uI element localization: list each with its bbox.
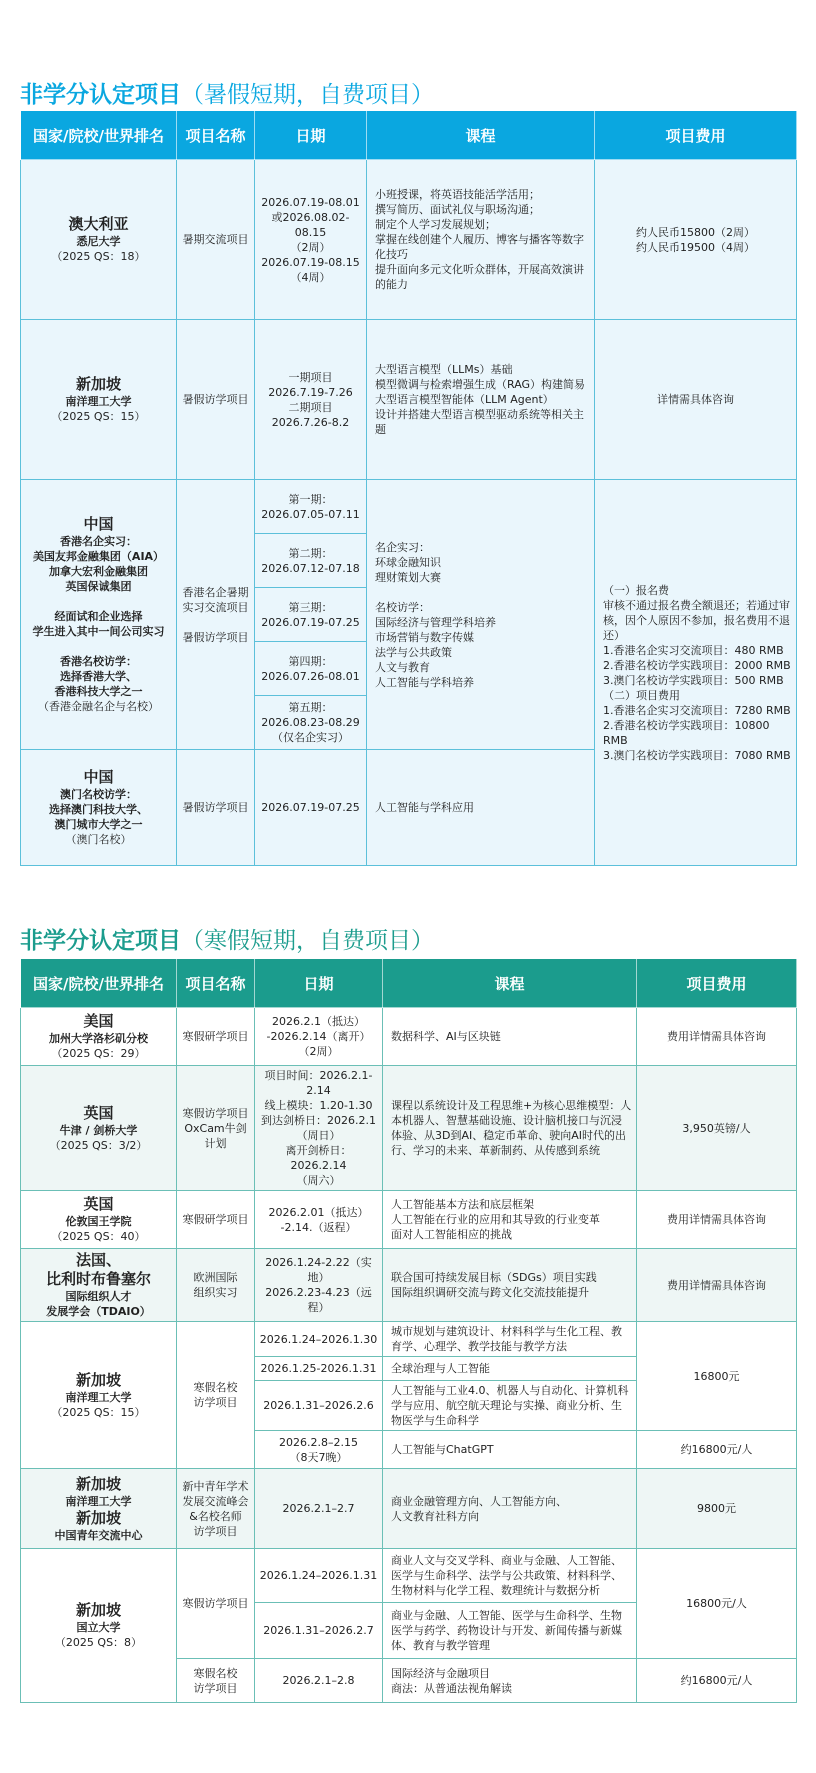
header-cell: 项目费用: [637, 959, 797, 1008]
dates-cell: 2026.1.25-2026.1.31: [255, 1357, 383, 1381]
summer-title-main: 非学分认定项目: [20, 82, 181, 108]
school-name: 南洋理工大学: [65, 1390, 132, 1404]
fee-cell: 费用详情需具体咨询: [637, 1249, 797, 1322]
course-cell: 城市规划与建筑设计、材料科学与生化工程、教育学、心理学、教学技能与教学方法: [383, 1322, 637, 1357]
school-name: 牛津 / 剑桥大学: [59, 1123, 138, 1137]
fee-cell: 约人民币15800（2周） 约人民币19500（4周）: [595, 160, 797, 320]
dates-cell: 2026.1.31–2026.2.6: [255, 1381, 383, 1431]
school-cell: [21, 1066, 177, 1191]
school-cell: [21, 1549, 177, 1703]
winter-title-main: 非学分认定项目: [20, 928, 181, 954]
course-cell: 全球治理与人工智能: [383, 1357, 637, 1381]
program-cell: 香港名企暑期实习交流项目 暑假访学项目: [177, 480, 255, 750]
program-cell: 暑假访学项目: [177, 750, 255, 866]
dates-cell: 一期项目 2026.7.19-7.26 二期项目 2026.7.26-8.2: [255, 320, 367, 480]
dates-cell: 2026.1.24-2.22（实地） 2026.2.23-4.23（远程）: [255, 1249, 383, 1322]
program-cell: 寒假研学项目: [177, 1191, 255, 1249]
school-name: 伦敦国王学院: [65, 1215, 132, 1228]
school-name: 悉尼大学: [76, 235, 121, 248]
dates-cell: 2026.2.8–2.15 （8天7晚）: [255, 1431, 383, 1469]
school-name: 南洋理工大学: [65, 395, 132, 408]
school-cell: [21, 1322, 177, 1469]
program-cell: 新中青年学术 发展交流峰会 &名校名师 访学项目: [177, 1469, 255, 1549]
school-name: 国际组织人才 发展学会（TDAIO）: [46, 1290, 151, 1318]
fee-cell: 详情需具体咨询: [595, 320, 797, 480]
dates-cell: 第五期： 2026.08.23-08.29 （仅名企实习）: [255, 696, 367, 750]
fee-cell: 3,950英镑/人: [637, 1066, 797, 1191]
summer-header-row: [21, 111, 797, 160]
school-cell: [21, 160, 177, 320]
table-row: [21, 1066, 797, 1191]
dates-cell: 2026.1.24–2026.1.31: [255, 1549, 383, 1603]
school-name: 澳门名校访学： 选择澳门科技大学、 澳门城市大学之一: [49, 788, 148, 831]
program-cell: 暑假访学项目: [177, 320, 255, 480]
school-name: 中国青年交流中心: [54, 1528, 143, 1542]
qs-rank: （2025 QS：29）: [51, 1047, 146, 1060]
program-cell: 欧洲国际 组织实习: [177, 1249, 255, 1322]
country-name: 英国: [83, 1195, 114, 1213]
course-cell: 名企实习： 环球金融知识 理财策划大赛 名校访学： 国际经济与管理学科培养 市场营销与数字传媒 法学与公共政策 人文与教育 人工智能与学科培养: [367, 480, 595, 750]
header-cell: 国家/院校/世界排名: [21, 111, 177, 160]
header-cell: 项目名称: [177, 111, 255, 160]
program-cell: 寒假名校 访学项目: [177, 1659, 255, 1703]
country-name: 新加坡: [75, 1601, 121, 1619]
program-cell: 寒假研学项目: [177, 1008, 255, 1066]
dates-cell: 2026.2.1–2.7: [255, 1469, 383, 1549]
dates-cell: 第二期： 2026.07.12-07.18: [255, 534, 367, 588]
program-cell: 寒假访学项目: [177, 1549, 255, 1659]
fee-cell: 16800元: [637, 1322, 797, 1431]
dates-cell: 2026.07.19-08.01 或2026.08.02-08.15 （2周） 2026.07.19-08.15 （4周）: [255, 160, 367, 320]
school-name: 国立大学: [76, 1621, 121, 1634]
qs-rank: （香港金融名企与名校）: [38, 700, 159, 713]
dates-cell: 第四期： 2026.07.26-08.01: [255, 642, 367, 696]
course-cell: 商业人文与交叉学科、商业与金融、人工智能、医学与生命科学、法学与公共政策、材料科学、生物材料与化学工程、数理统计与数据分析: [383, 1549, 637, 1603]
fee-cell: 16800元/人: [637, 1549, 797, 1659]
course-cell: 小班授课，将英语技能活学活用； 撰写简历、面试礼仪与职场沟通； 制定个人学习发展规划； 掌握在线创建个人履历、博客与播客等数字化技巧 提升面向多元文化听众群体，开展高效演讲的能力: [367, 160, 595, 320]
country-name: 新加坡: [75, 1370, 121, 1389]
school-cell: [21, 1249, 177, 1322]
school-cell: [21, 750, 177, 866]
course-cell: 人工智能与学科应用: [367, 750, 595, 866]
course-cell: 国际经济与金融项目 商法：从普通法视角解读: [383, 1659, 637, 1703]
fee-cell: 9800元: [637, 1469, 797, 1549]
country-name: 美国: [83, 1012, 114, 1030]
fee-cell: 费用详情需具体咨询: [637, 1191, 797, 1249]
school-cell: [21, 1469, 177, 1549]
dates-cell: 2026.1.31–2026.2.7: [255, 1603, 383, 1659]
course-cell: 数据科学、AI与区块链: [383, 1008, 637, 1066]
qs-rank: （2025 QS：40）: [51, 1230, 146, 1243]
table-row: [21, 480, 797, 534]
fee-cell: （一）报名费 审核不通过报名费全额退还；若通过审核，因个人原因不参加，报名费用不退还） 1.香港名企实习交流项目：480 RMB 2.香港名校访学实践项目：2000 RMB 3.澳门名校访学实践项目：500 RMB （二）项目费用 1.香港名企实习交流项目：7280 RMB 2.香港名校访学实践项目：10800 RMB 3.澳门名校访学实践项目：7080 RMB: [595, 480, 797, 866]
course-cell: 联合国可持续发展目标（SDGs）项目实践 国际组织调研交流与跨文化交流技能提升: [383, 1249, 637, 1322]
program-cell: 寒假名校 访学项目: [177, 1322, 255, 1469]
qs-rank: （澳门名校）: [65, 833, 132, 846]
dates-cell: 2026.07.19-07.25: [255, 750, 367, 866]
course-cell: 商业金融管理方向、人工智能方向、 人文教育社科方向: [383, 1469, 637, 1549]
country-name: 澳大利亚: [68, 215, 129, 233]
course-cell: 人工智能基本方法和底层框架 人工智能在行业的应用和其导致的行业变革 面对人工智能相应的挑战: [383, 1191, 637, 1249]
school-cell: [21, 480, 177, 750]
header-cell: 国家/院校/世界排名: [21, 959, 177, 1008]
country-name: 法国、 比利时布鲁塞尔: [45, 1251, 151, 1288]
country-name: 新加坡: [75, 1508, 121, 1527]
summer-section-title: [20, 76, 434, 109]
table-row: [21, 1322, 797, 1357]
qs-rank: （2025 QS：3/2）: [49, 1138, 148, 1152]
program-cell: 寒假访学项目 OxCam牛剑计划: [177, 1066, 255, 1191]
winter-table-wrap: [20, 958, 796, 1703]
course-cell: 课程以系统设计及工程思维+为核心思维模型：人本机器人、智慧基础设施、设计脑机接口与沉浸体验、从3D到AI、稳定币革命、驶向AI时代的出行、学习的未来、革新制药、从传感到系统: [383, 1066, 637, 1191]
winter-header-row: [21, 959, 797, 1008]
fee-cell: 约16800元/人: [637, 1659, 797, 1703]
dates-cell: 2026.1.24–2026.1.30: [255, 1322, 383, 1357]
header-cell: 课程: [367, 111, 595, 160]
qs-rank: （2025 QS：18）: [51, 250, 146, 263]
header-cell: 日期: [255, 111, 367, 160]
country-name: 中国: [83, 768, 114, 786]
table-row: [21, 1469, 797, 1549]
table-row: [21, 1008, 797, 1066]
qs-rank: （2025 QS：15）: [51, 410, 146, 423]
program-cell: 暑期交流项目: [177, 160, 255, 320]
table-row: [21, 160, 797, 320]
course-cell: 大型语言模型（LLMs）基础 模型微调与检索增强生成（RAG）构建简易大型语言模型智能体（LLM Agent） 设计并搭建大型语言模型驱动系统等相关主题: [367, 320, 595, 480]
qs-rank: （2025 QS：8）: [54, 1636, 143, 1649]
header-cell: 课程: [383, 959, 637, 1008]
school-name: 香港名企实习： 美国友邦金融集团（AIA） 加拿大宏利金融集团 英国保诚集团 经面试和企业选择 学生进入其中一间公司实习 香港名校访学： 选择香港大学、 香港科技大学之一: [32, 535, 165, 698]
table-row: [21, 1549, 797, 1603]
winter-title-sub: （寒假短期，自费项目）: [181, 928, 434, 954]
header-cell: 项目费用: [595, 111, 797, 160]
school-name: 加州大学洛杉矶分校: [49, 1032, 148, 1045]
winter-section-title: [20, 922, 434, 955]
table-row: [21, 1191, 797, 1249]
table-row: [21, 1249, 797, 1322]
country-name: 新加坡: [75, 1474, 121, 1493]
qs-rank: （2025 QS：15）: [51, 1405, 146, 1419]
winter-table: [20, 958, 797, 1703]
school-cell: [21, 1008, 177, 1066]
country-name: 英国: [83, 1103, 114, 1122]
header-cell: 日期: [255, 959, 383, 1008]
summer-table-wrap: [20, 110, 796, 866]
fee-cell: 约16800元/人: [637, 1431, 797, 1469]
course-cell: 人工智能与工业4.0、机器人与自动化、计算机科学与应用、航空航天理论与实操、商业分析、生物医学与生命科学: [383, 1381, 637, 1431]
country-name: 中国: [83, 515, 114, 533]
dates-cell: 2026.2.01（抵达） -2.14.（返程）: [255, 1191, 383, 1249]
dates-cell: 项目时间：2026.2.1-2.14 线上模块：1.20-1.30 到达剑桥日：2026.2.1 （周日） 离开剑桥日：2026.2.14 （周六）: [255, 1066, 383, 1191]
summer-table: [20, 110, 797, 866]
school-cell: [21, 1191, 177, 1249]
dates-cell: 第三期： 2026.07.19-07.25: [255, 588, 367, 642]
dates-cell: 2026.2.1–2.8: [255, 1659, 383, 1703]
dates-cell: 2026.2.1（抵达） -2026.2.14（离开） （2周）: [255, 1008, 383, 1066]
header-cell: 项目名称: [177, 959, 255, 1008]
course-cell: 商业与金融、人工智能、医学与生命科学、生物医学与药学、药物设计与开发、新闻传播与新媒体、教育与教学管理: [383, 1603, 637, 1659]
school-cell: [21, 320, 177, 480]
course-cell: 人工智能与ChatGPT: [383, 1431, 637, 1469]
school-name: 南洋理工大学: [65, 1494, 132, 1508]
dates-cell: 第一期： 2026.07.05-07.11: [255, 480, 367, 534]
table-row: [21, 320, 797, 480]
country-name: 新加坡: [75, 375, 121, 393]
summer-title-sub: （暑假短期，自费项目）: [181, 82, 434, 108]
fee-cell: 费用详情需具体咨询: [637, 1008, 797, 1066]
